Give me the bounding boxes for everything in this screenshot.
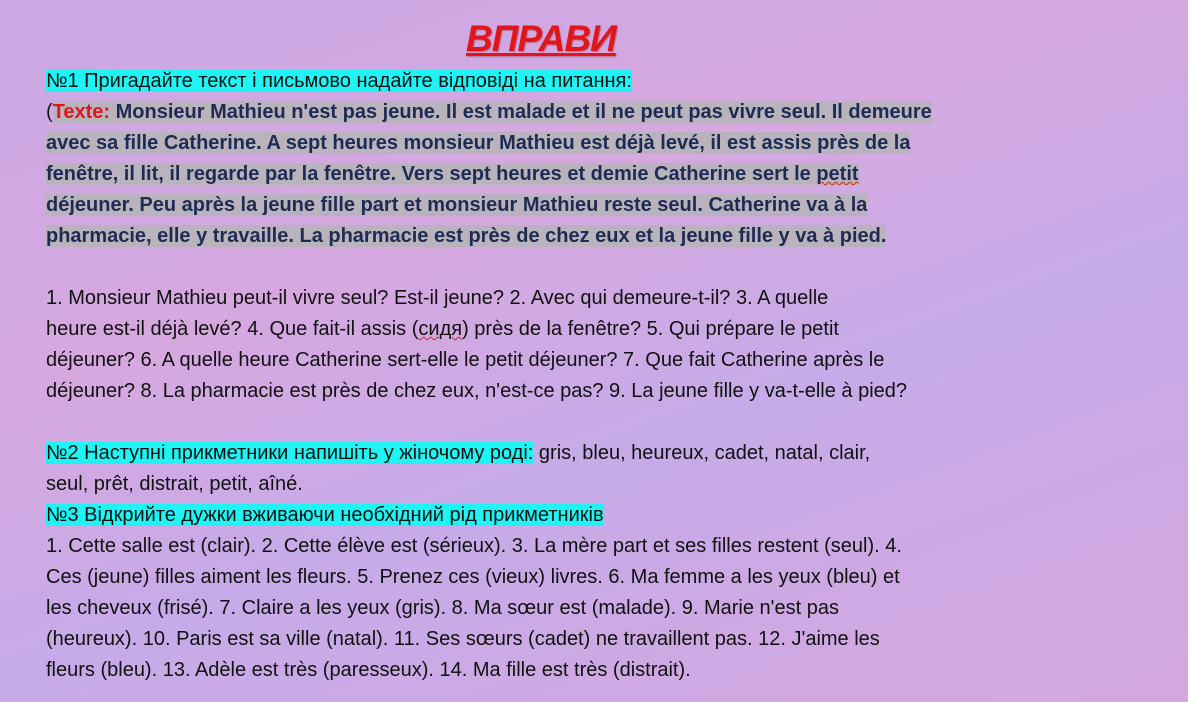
text-line-4: déjeuner. Peu après la jeune fille part et monsieur Mathieu reste seul. Catherine va à la	[46, 194, 868, 216]
question-line-1: 1. Monsieur Mathieu peut-il vivre seul? Est-il jeune? 2. Avec qui demeure-t-il? 3. A quelle	[46, 287, 829, 309]
exercise-1	[46, 66, 1156, 252]
text-line-3: fenêtre, il lit, il regarde par la fenêtre. Vers sept heures et demie Catherine sert le	[46, 163, 817, 185]
paren-open: (	[46, 101, 53, 123]
exercise-3-line-1: 1. Cette salle est (clair). 2. Cette élève est (sérieux). 3. La mère part et ses filles restent (seul). 4.	[46, 535, 902, 557]
text-line-2: avec sa fille Catherine. A sept heures monsieur Mathieu est déjà levé, il est assis près de la	[46, 132, 911, 154]
exercise-2-heading: №2 Наступні прикметники напишіть у жіночому роді:	[46, 442, 534, 464]
text-line-1: Monsieur Mathieu n'est pas jeune. Il est malade et il ne peut pas vivre seul. Il demeure	[110, 101, 932, 123]
texte-label: Texte:	[52, 101, 111, 123]
question-word-sydya: сидя	[418, 318, 463, 340]
text-line-5: pharmacie, elle y travaille. La pharmacie est près de chez eux et la jeune fille y va à pied.	[46, 225, 887, 247]
exercise-3-heading: №3 Відкрийте дужки вживаючи необхідний рід прикметників	[46, 504, 604, 526]
exercise-2-words-2: seul, prêt, distrait, petit, aîné.	[46, 473, 303, 495]
slide-title: ВПРАВИ	[466, 18, 616, 59]
question-line-2a: heure est-il déjà levé? 4. Que fait-il assis (	[46, 318, 419, 340]
exercise-1-heading: №1 Пригадайте текст і письмово надайте відповіді на питання:	[46, 70, 632, 92]
exercise-3	[46, 500, 1156, 686]
exercise-2	[46, 438, 1156, 500]
question-line-4: déjeuner? 8. La pharmacie est près de chez eux, n'est-ce pas? 9. La jeune fille y va-t-elle à pied?	[46, 380, 908, 402]
exercise-3-line-4: (heureux). 10. Paris est sa ville (natal). 11. Ses sœurs (cadet) ne travaillent pas. 12. J'aime les	[46, 628, 880, 650]
question-line-2b: ) près de la fenêtre? 5. Qui prépare le petit	[462, 318, 839, 340]
question-line-3: déjeuner? 6. A quelle heure Catherine sert-elle le petit déjeuner? 7. Que fait Catherine après le	[46, 349, 885, 371]
exercise-3-line-3: les cheveux (frisé). 7. Claire a les yeux (gris). 8. Ma sœur est (malade). 9. Marie n'est pas	[46, 597, 839, 619]
questions	[46, 283, 1156, 407]
exercise-3-line-2: Ces (jeune) filles aiment les fleurs. 5. Prenez ces (vieux) livres. 6. Ma femme a les yeux (bleu) et	[46, 566, 900, 588]
exercise-2-words-1: gris, bleu, heureux, cadet, natal, clair,	[533, 442, 871, 464]
exercise-3-line-5: fleurs (bleu). 13. Adèle est très (paresseux). 14. Ma fille est très (distrait).	[46, 659, 691, 681]
petit-word: petit	[816, 163, 859, 185]
